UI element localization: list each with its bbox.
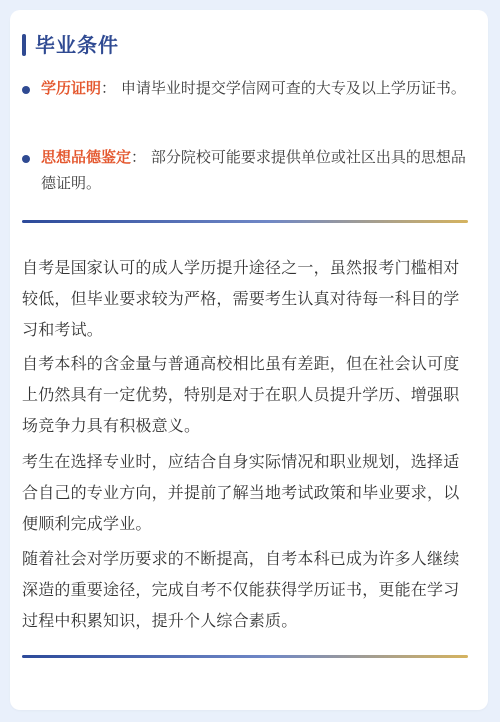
condition-item-diploma <box>22 75 480 101</box>
body-paragraph: 随着社会对学历要求的不断提高，自考本科已成为许多人继续深造的重要途径，完成自考不仅能获得学历证书，更能在学习过程中积累知识，提升个人综合素质。 <box>22 549 460 630</box>
body-paragraph: 自考本科的含金量与普通高校相比虽有差距，但在社会认可度上仍然具有一定优势，特别是对于在职人员提升学历、增强职场竞争力具有积极意义。 <box>22 354 460 435</box>
body-paragraph: 自考是国家认可的成人学历提升途径之一，虽然报考门槛相对较低，但毕业要求较为严格，需要考生认真对待每一科目的学习和考试。 <box>22 258 460 339</box>
bullet-dot-icon <box>22 86 30 94</box>
section-heading <box>22 28 119 62</box>
condition-text <box>41 75 466 101</box>
heading-accent-bar <box>22 34 26 56</box>
condition-separator: ： <box>131 148 147 166</box>
condition-keyword: 学历证明 <box>41 79 102 97</box>
condition-description: 部分院校可能要求提供单位或社区出具的思想品德证明。 <box>41 148 466 192</box>
condition-item-moral-appraisal <box>22 144 480 196</box>
condition-text <box>41 144 480 196</box>
bullet-dot-icon <box>22 155 30 163</box>
condition-keyword: 思想品德鉴定 <box>41 148 132 166</box>
condition-separator: ： <box>101 79 117 97</box>
section-title: 毕业条件 <box>35 33 119 57</box>
body-paragraph: 考生在选择专业时，应结合自身实际情况和职业规划，选择适合自己的专业方向，并提前了解当地考试政策和毕业要求，以便顺利完成学业。 <box>22 452 460 533</box>
section-divider-top <box>22 220 468 223</box>
section-divider-bottom <box>22 655 468 658</box>
condition-description: 申请毕业时提交学信网可查的大专及以上学历证书。 <box>120 79 466 97</box>
